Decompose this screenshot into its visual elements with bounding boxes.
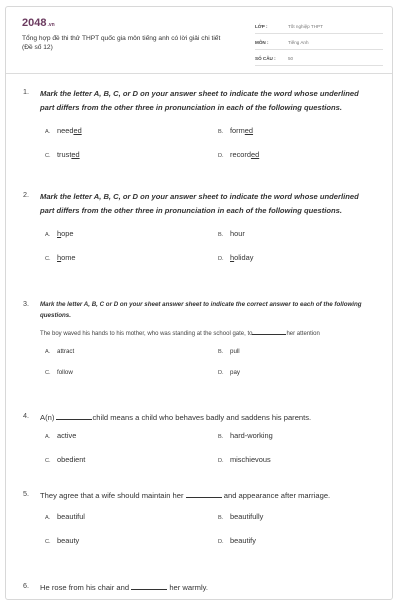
question-4 xyxy=(6,411,393,489)
option-b[interactable]: B. beautifully xyxy=(218,512,264,521)
question-text: He rose from his chair and her warmly. xyxy=(40,583,208,592)
option-d[interactable]: D. recorded xyxy=(218,150,260,159)
option-c[interactable]: C. beauty xyxy=(45,536,80,545)
option-b[interactable]: B. pull xyxy=(218,348,240,355)
option-a[interactable]: A. needed xyxy=(45,126,82,135)
question-number: 5. xyxy=(23,489,29,498)
answer-options xyxy=(40,126,393,174)
option-a[interactable]: A. beautiful xyxy=(45,512,85,521)
question-number: 1. xyxy=(23,87,29,96)
answer-options xyxy=(40,229,393,277)
option-c[interactable]: C. obedient xyxy=(45,455,86,464)
option-c[interactable]: C. trusted xyxy=(45,150,80,159)
question-text: Mark the letter A, B, C, or D on your answer sheet to indicate the word whose underlined part differs from the other three in pronunciation in each of the following questions. xyxy=(40,192,359,215)
meta-row-question-count: SỐ CÂU : 50 xyxy=(255,52,383,66)
exam-meta xyxy=(255,20,383,68)
option-c[interactable]: C. follow xyxy=(45,369,73,376)
answer-options xyxy=(40,431,393,479)
header-divider xyxy=(6,73,393,74)
option-d[interactable]: D. pay xyxy=(218,369,240,376)
option-c[interactable]: C. home xyxy=(45,253,76,262)
option-d[interactable]: D. holiday xyxy=(218,253,254,262)
option-d[interactable]: D. beautify xyxy=(218,536,256,545)
question-3 xyxy=(6,299,393,411)
site-logo[interactable]: 2048.vn xyxy=(22,17,55,29)
answer-options xyxy=(40,512,393,560)
question-number: 2. xyxy=(23,190,29,199)
exam-page xyxy=(5,6,393,600)
question-2 xyxy=(6,190,393,299)
answer-blank xyxy=(131,583,167,590)
question-text: They agree that a wife should maintain her and appearance after marriage. xyxy=(40,491,331,500)
option-a[interactable]: A. hope xyxy=(45,229,74,238)
answer-blank xyxy=(252,328,286,335)
question-number: 4. xyxy=(23,411,29,420)
document-title: Tổng hợp đề thi thử THPT quốc gia môn tiếng anh có lời giải chi tiết (Đề số 12) xyxy=(22,35,221,51)
question-passage: The boy waved his hands to his mother, who was standing at the school gate, to her attention xyxy=(40,328,393,340)
option-b[interactable]: B. formed xyxy=(218,126,254,135)
question-6 xyxy=(6,581,393,600)
question-list xyxy=(6,87,393,600)
page-header xyxy=(6,7,392,73)
question-number: 3. xyxy=(23,299,29,308)
question-text: A(n) child means a child who behaves badly and saddens his parents. xyxy=(40,413,312,422)
question-5 xyxy=(6,489,393,581)
answer-blank xyxy=(56,413,92,420)
question-text: Mark the letter A, B, C, or D on your answer sheet to indicate the word whose underlined part differs from the other three in pronunciation in each of the following questions. xyxy=(40,89,359,112)
question-text: Mark the letter A, B, C or D on your sheet answer sheet to indicate the correct answer to each of the following questions. xyxy=(40,301,362,319)
meta-row-subject: MÔN : Tiếng Anh xyxy=(255,36,383,50)
answer-options xyxy=(40,348,393,396)
answer-blank xyxy=(186,491,222,498)
option-d[interactable]: D. mischievous xyxy=(218,455,271,464)
option-a[interactable]: A. attract xyxy=(45,348,75,355)
question-1 xyxy=(6,87,393,190)
option-a[interactable]: A. active xyxy=(45,431,77,440)
option-b[interactable]: B. hour xyxy=(218,229,245,238)
meta-row-class: LỚP : Tốt nghiệp THPT xyxy=(255,20,383,34)
option-b[interactable]: B. hard-working xyxy=(218,431,273,440)
question-number: 6. xyxy=(23,581,29,590)
